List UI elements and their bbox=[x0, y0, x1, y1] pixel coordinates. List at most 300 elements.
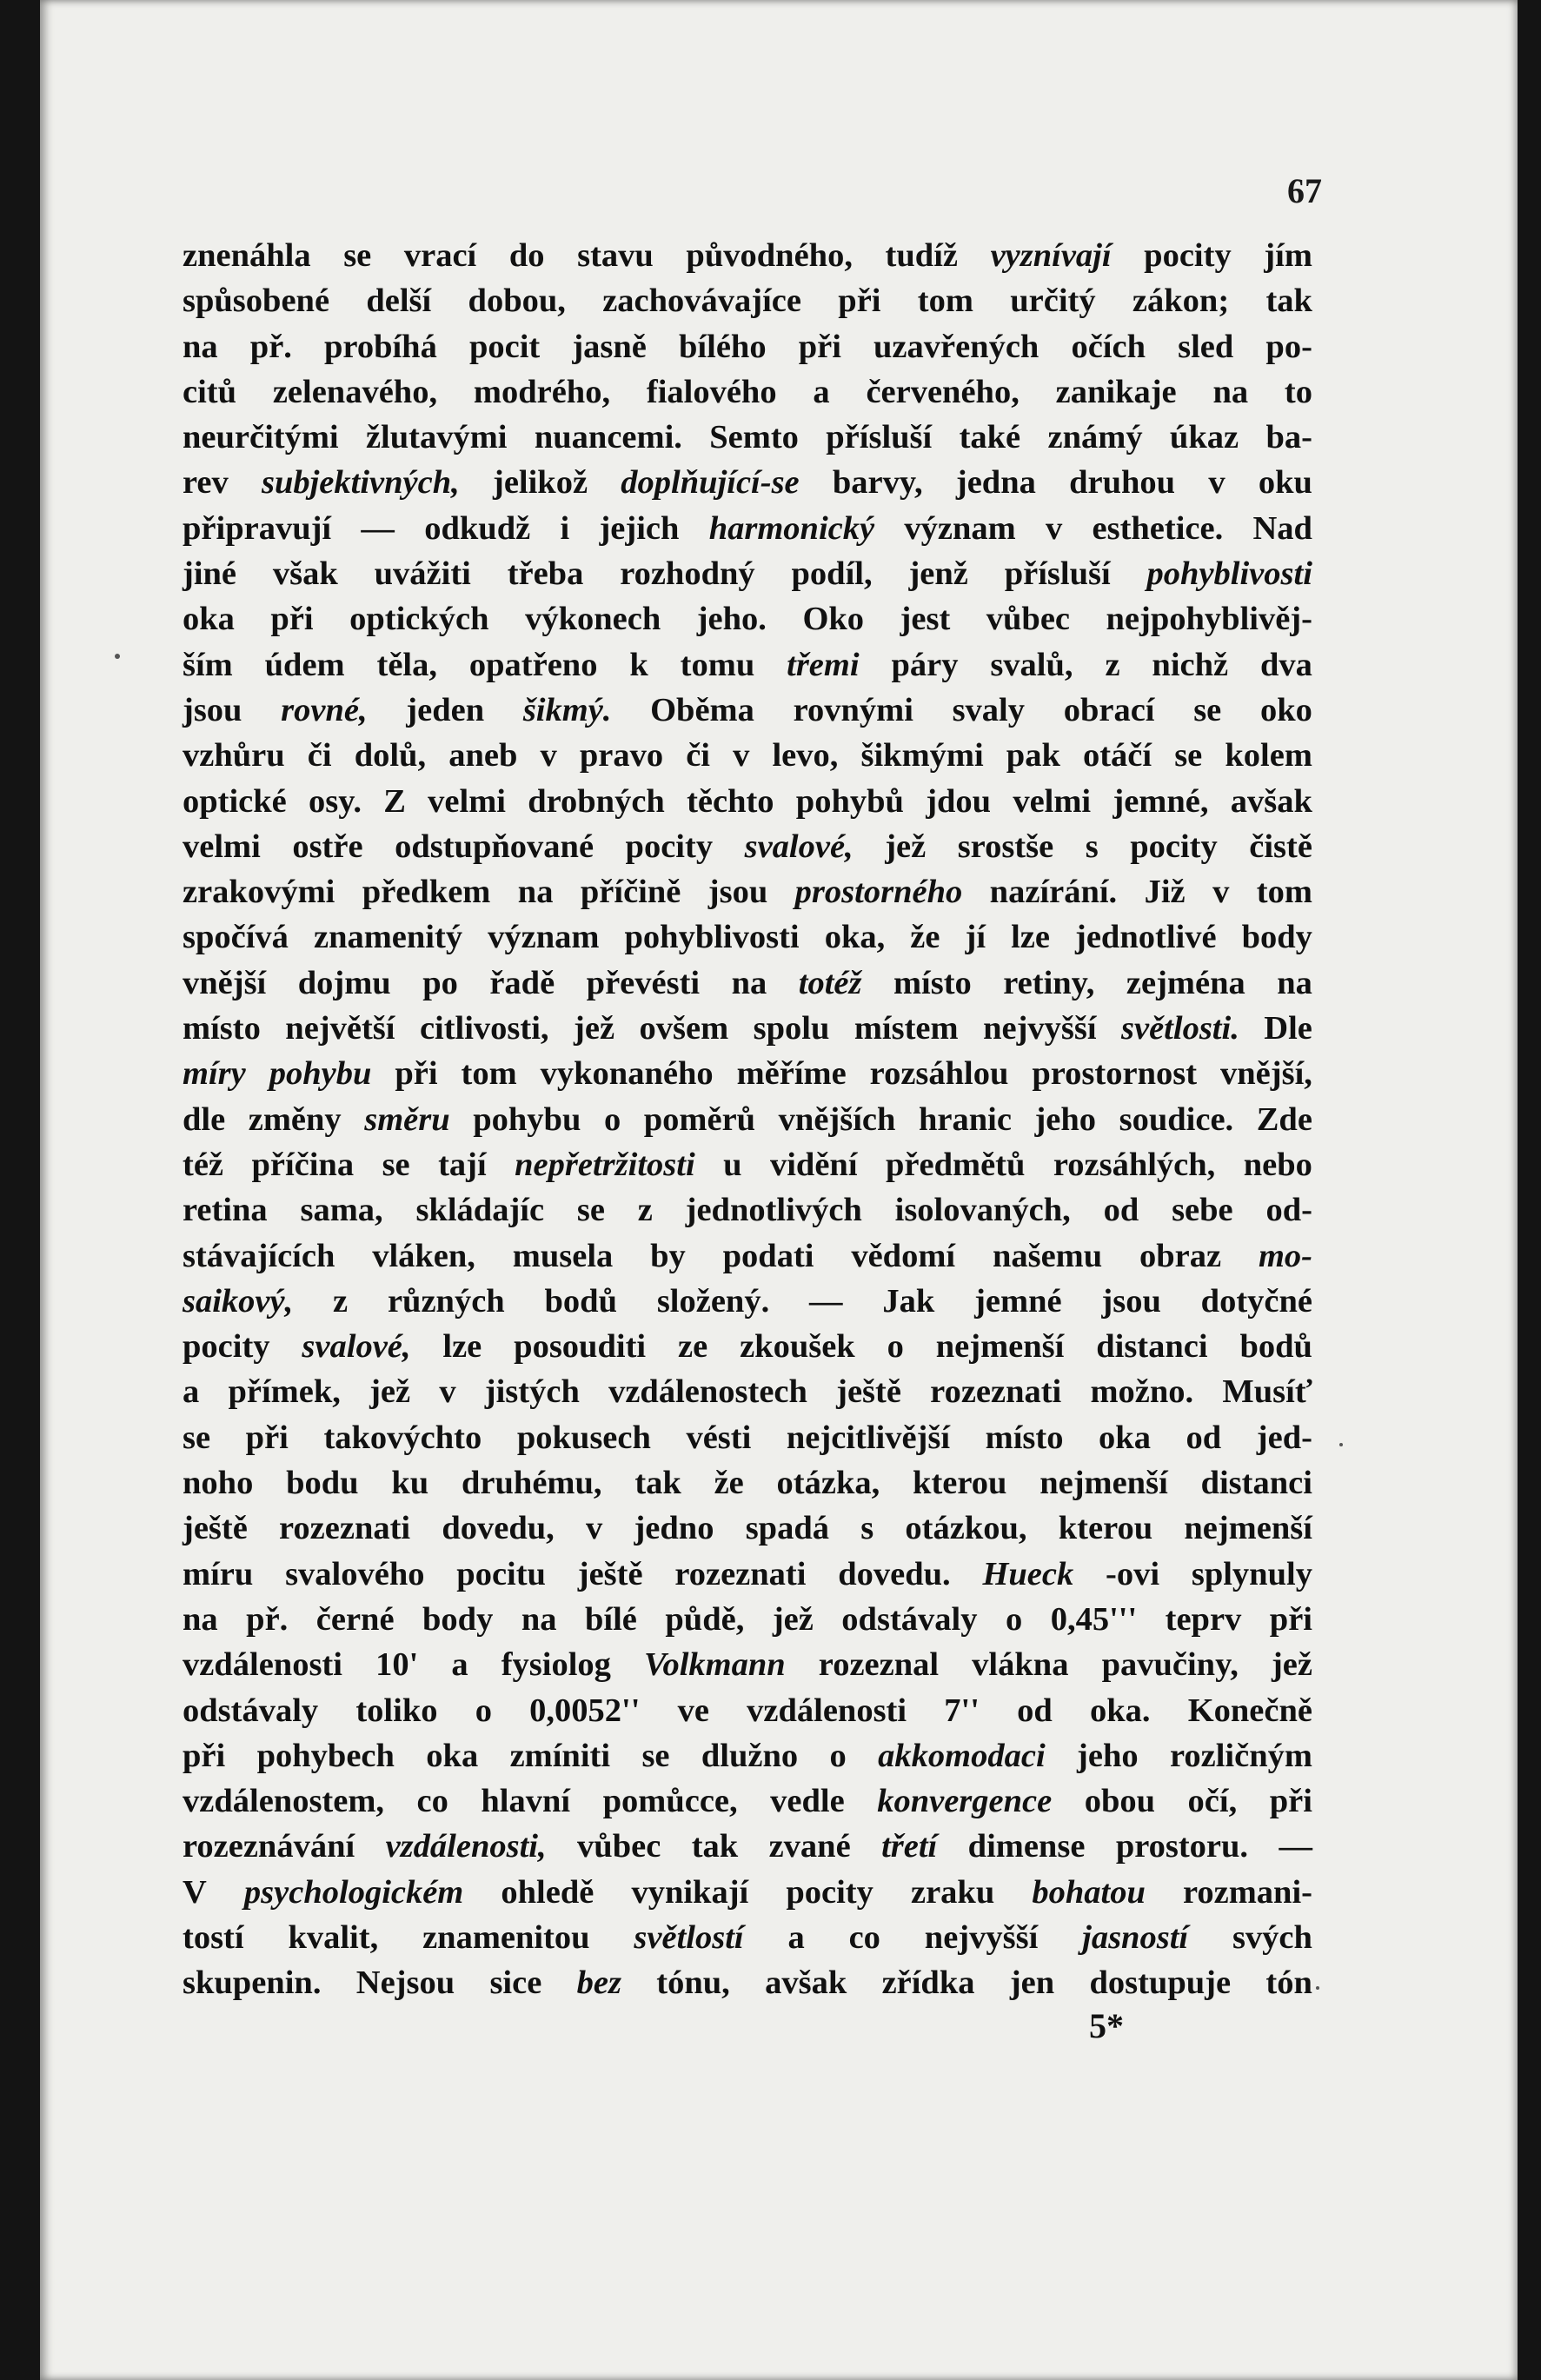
word: bodů bbox=[1239, 1328, 1312, 1366]
emphasized-word: vzdálenosti, bbox=[385, 1828, 547, 1865]
word: tak bbox=[691, 1828, 739, 1865]
word: probíhá bbox=[324, 328, 437, 365]
emphasized-word: Volkmann bbox=[644, 1646, 786, 1684]
word: sice bbox=[489, 1964, 542, 2002]
word: podati bbox=[722, 1237, 814, 1274]
paper-speck bbox=[115, 654, 120, 659]
word: Oběma bbox=[650, 691, 754, 728]
paper-speck bbox=[1339, 1443, 1343, 1446]
word: kvalit, bbox=[288, 1918, 379, 1956]
word: pohyblivosti bbox=[624, 919, 800, 956]
word: dobou, bbox=[468, 283, 566, 320]
word: složený. bbox=[656, 1282, 770, 1320]
word: se bbox=[343, 237, 372, 274]
word: při bbox=[183, 1737, 226, 1774]
word: v bbox=[540, 737, 557, 774]
word: tudíž bbox=[885, 237, 958, 274]
word: svalového bbox=[285, 1555, 425, 1592]
word: svalů, bbox=[990, 646, 1073, 683]
text-line bbox=[183, 1142, 1312, 1187]
text-line bbox=[183, 779, 1312, 824]
word: dolů, bbox=[354, 737, 427, 774]
word: přísluší bbox=[1004, 555, 1111, 593]
word: jelikož bbox=[493, 464, 588, 502]
word: vzdálenosti bbox=[183, 1646, 342, 1684]
word: po- bbox=[1265, 328, 1312, 365]
word: znenáhla bbox=[183, 237, 311, 274]
word: dovedu. bbox=[838, 1555, 951, 1592]
word: rozsáhlou bbox=[869, 1055, 1009, 1093]
text-line bbox=[183, 1006, 1312, 1051]
word: nejpohyblivěj- bbox=[1106, 601, 1312, 638]
word: zrakovými bbox=[183, 874, 335, 911]
word: vnější bbox=[183, 964, 267, 1001]
word: spůsobené bbox=[183, 283, 330, 320]
word: místo bbox=[985, 1419, 1064, 1456]
word: rovnými bbox=[793, 691, 913, 728]
text-line bbox=[183, 1915, 1312, 1960]
word: na bbox=[517, 874, 554, 911]
word: fysiolog bbox=[501, 1646, 611, 1684]
word: pocit bbox=[468, 328, 541, 365]
word: hlavní bbox=[481, 1783, 571, 1820]
word: jím bbox=[1264, 237, 1312, 274]
word: při bbox=[1269, 1783, 1312, 1820]
word: př. bbox=[249, 328, 292, 365]
emphasized-word: saikový, bbox=[183, 1282, 294, 1320]
word: tónu, bbox=[656, 1964, 730, 2002]
word: barvy, bbox=[832, 464, 923, 502]
word: obrací bbox=[1063, 691, 1155, 728]
word: otázka, bbox=[776, 1465, 880, 1502]
word: jiné bbox=[183, 555, 237, 593]
text-line bbox=[183, 506, 1312, 551]
emphasized-word: směru bbox=[364, 1100, 450, 1138]
word: nejvyšší bbox=[983, 1010, 1097, 1047]
word: bodů bbox=[544, 1282, 618, 1320]
text-line bbox=[183, 278, 1312, 323]
word: se bbox=[382, 1146, 410, 1183]
text-line bbox=[183, 1778, 1312, 1824]
text-line bbox=[183, 914, 1312, 960]
word: na bbox=[1277, 964, 1312, 1001]
word: distanci bbox=[1200, 1465, 1312, 1502]
word: pocity bbox=[1144, 237, 1232, 274]
word: vnějších bbox=[778, 1100, 896, 1138]
word: ještě bbox=[183, 1510, 248, 1547]
word: bílého bbox=[679, 328, 767, 365]
word: známý bbox=[1047, 419, 1143, 456]
word: vynikají bbox=[631, 1873, 749, 1911]
word: že bbox=[714, 1465, 744, 1502]
word: vlákna bbox=[972, 1646, 1069, 1684]
word: oko bbox=[1259, 691, 1312, 728]
word: rev bbox=[183, 464, 229, 502]
word: obraz bbox=[1139, 1237, 1222, 1274]
word: vědomí bbox=[851, 1237, 956, 1274]
word: pocitu bbox=[456, 1555, 546, 1592]
word: žlutavými bbox=[365, 419, 508, 456]
word: rozsáhlých, bbox=[1053, 1146, 1216, 1183]
word: jedna bbox=[955, 464, 1036, 502]
word: nuancemi. bbox=[534, 419, 682, 456]
word: nejmenší bbox=[1184, 1510, 1312, 1547]
word: jeho bbox=[1034, 1100, 1097, 1138]
word: ším bbox=[183, 646, 233, 683]
word: jedno bbox=[634, 1510, 714, 1547]
word: ovšem bbox=[639, 1010, 729, 1047]
word: Zde bbox=[1256, 1100, 1312, 1138]
word: by bbox=[650, 1237, 686, 1274]
word: velmi bbox=[428, 782, 506, 820]
word: tostí bbox=[183, 1918, 244, 1956]
word: poměrů bbox=[643, 1100, 756, 1138]
word: půdě, bbox=[665, 1600, 745, 1638]
word: jsou bbox=[1101, 1282, 1161, 1320]
text-line bbox=[183, 961, 1312, 1006]
word: dle bbox=[183, 1100, 226, 1138]
word: obou bbox=[1084, 1783, 1156, 1820]
emphasized-word: míry bbox=[183, 1055, 246, 1093]
word: stavu bbox=[577, 237, 654, 274]
word: otáčí bbox=[1082, 737, 1152, 774]
word: jsou bbox=[183, 691, 242, 728]
text-line bbox=[183, 1960, 1312, 2005]
word: při bbox=[270, 601, 314, 638]
word: změny bbox=[248, 1100, 342, 1138]
word: soudice. bbox=[1119, 1100, 1234, 1138]
emphasized-word: šikmý. bbox=[522, 691, 612, 728]
emphasized-word: svalové, bbox=[302, 1328, 411, 1366]
text-line bbox=[183, 1506, 1312, 1551]
text-line bbox=[183, 415, 1312, 460]
word: distanci bbox=[1096, 1328, 1208, 1366]
word: to bbox=[1284, 373, 1312, 410]
word: pocity bbox=[1130, 828, 1218, 865]
text-line bbox=[183, 1324, 1312, 1369]
word: od bbox=[1186, 1419, 1222, 1456]
word: o bbox=[603, 1100, 621, 1138]
word: v bbox=[439, 1373, 456, 1411]
word: rozmani- bbox=[1182, 1873, 1312, 1911]
word: př. bbox=[246, 1600, 289, 1638]
text-line bbox=[183, 551, 1312, 596]
emphasized-word: světlostí bbox=[634, 1918, 744, 1956]
word: vláken, bbox=[372, 1237, 475, 1274]
word: s bbox=[1085, 828, 1099, 865]
word: o bbox=[475, 1692, 492, 1729]
word: zejména bbox=[1126, 964, 1245, 1001]
text-line bbox=[183, 1233, 1312, 1279]
word: tón bbox=[1265, 1964, 1312, 2002]
word: červeného, bbox=[866, 373, 1020, 410]
word: sled bbox=[1178, 328, 1234, 365]
emphasized-word: harmonický bbox=[708, 509, 875, 547]
emphasized-word: mo- bbox=[1258, 1237, 1312, 1274]
word: prostoru. bbox=[1115, 1828, 1249, 1865]
word: Již bbox=[1144, 874, 1186, 911]
word: avšak bbox=[1230, 782, 1312, 820]
word: hranic bbox=[918, 1100, 1012, 1138]
word: v bbox=[1045, 509, 1063, 547]
word: dojmu bbox=[297, 964, 391, 1001]
emphasized-word: třetí bbox=[881, 1828, 938, 1865]
word: musela bbox=[512, 1237, 614, 1274]
word: jasně bbox=[572, 328, 647, 365]
word: rozličným bbox=[1169, 1737, 1312, 1774]
word: očích bbox=[1071, 328, 1146, 365]
word: svaly bbox=[952, 691, 1026, 728]
word: o bbox=[829, 1737, 847, 1774]
word: pokusech bbox=[516, 1419, 651, 1456]
word: jed- bbox=[1256, 1419, 1312, 1456]
word: na bbox=[731, 964, 767, 1001]
emphasized-word: totéž bbox=[798, 964, 862, 1001]
word: a bbox=[451, 1646, 468, 1684]
word: tomu bbox=[680, 646, 755, 683]
text-line bbox=[183, 688, 1312, 733]
word: uzavřených bbox=[873, 328, 1040, 365]
text-line bbox=[183, 1369, 1312, 1414]
word: a bbox=[787, 1918, 805, 1956]
word: oka. bbox=[1089, 1692, 1151, 1729]
word: pocity bbox=[183, 1328, 270, 1366]
word: řadě bbox=[489, 964, 555, 1001]
word: splynuly bbox=[1191, 1555, 1312, 1592]
word: jemné, bbox=[1113, 782, 1209, 820]
word: měříme bbox=[736, 1055, 847, 1093]
word: po bbox=[422, 964, 458, 1001]
emphasized-word: psychologickém bbox=[243, 1873, 464, 1911]
word: z bbox=[1105, 646, 1120, 683]
word: jenž bbox=[908, 555, 968, 593]
word: pomůcce, bbox=[602, 1783, 738, 1820]
word: u bbox=[723, 1146, 742, 1183]
word: jemné bbox=[974, 1282, 1062, 1320]
emphasized-word: pohybu bbox=[269, 1055, 372, 1093]
word: osy. bbox=[309, 782, 362, 820]
word: do bbox=[508, 237, 545, 274]
word: při bbox=[1269, 1600, 1312, 1638]
word: oka bbox=[1099, 1419, 1151, 1456]
word: pohybu bbox=[473, 1100, 581, 1138]
word: vésti bbox=[686, 1419, 752, 1456]
word: jeho bbox=[1077, 1737, 1139, 1774]
word: vzdálenostech bbox=[608, 1373, 807, 1411]
text-line bbox=[183, 1187, 1312, 1233]
word: bodu bbox=[286, 1465, 359, 1502]
word: oka bbox=[426, 1737, 479, 1774]
word: převésti bbox=[586, 964, 701, 1001]
word: na bbox=[183, 328, 218, 365]
word: 7'' bbox=[944, 1692, 980, 1729]
word: Konečně bbox=[1187, 1692, 1312, 1729]
text-line bbox=[183, 1097, 1312, 1142]
word: oku bbox=[1258, 464, 1312, 502]
text-line bbox=[183, 233, 1312, 278]
word: rozeznávání bbox=[183, 1828, 355, 1865]
word: retiny, bbox=[1003, 964, 1095, 1001]
word: na bbox=[183, 1600, 218, 1638]
word: tak bbox=[634, 1465, 681, 1502]
word: 10' bbox=[375, 1646, 419, 1684]
emphasized-word: světlosti. bbox=[1121, 1010, 1239, 1047]
word: na bbox=[521, 1600, 557, 1638]
word: ba- bbox=[1265, 419, 1312, 456]
text-line bbox=[183, 1733, 1312, 1778]
word: lze bbox=[1011, 919, 1050, 956]
word: vykonaného bbox=[540, 1055, 714, 1093]
word: od bbox=[1103, 1192, 1139, 1229]
word: v bbox=[733, 737, 750, 774]
text-line bbox=[183, 460, 1312, 505]
word: sebe bbox=[1172, 1192, 1233, 1229]
paper-speck bbox=[1316, 1986, 1319, 1990]
word: ostře bbox=[292, 828, 363, 865]
word: spadá bbox=[745, 1510, 829, 1547]
word: o bbox=[1005, 1600, 1023, 1638]
word: optické bbox=[183, 782, 287, 820]
word: údem bbox=[264, 646, 345, 683]
word: — bbox=[1279, 1828, 1312, 1865]
word: zkoušek bbox=[740, 1328, 855, 1366]
emphasized-word: konvergence bbox=[877, 1783, 1053, 1820]
word: předmětů bbox=[886, 1146, 1026, 1183]
word: šikmými bbox=[860, 737, 984, 774]
word: jejich bbox=[599, 509, 680, 547]
word: Nejsou bbox=[355, 1964, 455, 2002]
text-line bbox=[183, 1279, 1312, 1324]
word: nebo bbox=[1243, 1146, 1312, 1183]
word: vůbec bbox=[577, 1828, 661, 1865]
word: spočívá bbox=[183, 919, 289, 956]
word: body bbox=[1241, 919, 1312, 956]
word: pavučiny, bbox=[1101, 1646, 1239, 1684]
word: Semto bbox=[709, 419, 799, 456]
word: noho bbox=[183, 1465, 254, 1502]
word: Z bbox=[383, 782, 406, 820]
word: našemu bbox=[992, 1237, 1103, 1274]
word: při bbox=[245, 1419, 289, 1456]
word: a bbox=[183, 1373, 200, 1411]
word: z bbox=[637, 1192, 653, 1229]
emphasized-word: jasností bbox=[1082, 1918, 1189, 1956]
word: velmi bbox=[183, 828, 261, 865]
word: tají bbox=[438, 1146, 487, 1183]
word: takovýchto bbox=[323, 1419, 482, 1456]
word: přísluší bbox=[826, 419, 933, 456]
text-line bbox=[183, 642, 1312, 688]
word: velmi bbox=[1013, 782, 1092, 820]
word: odstávaly bbox=[183, 1692, 319, 1729]
word: jeden bbox=[406, 691, 485, 728]
word: jež bbox=[574, 1010, 615, 1047]
word: rozeznati bbox=[674, 1555, 807, 1592]
word: či bbox=[686, 737, 710, 774]
word: vůbec bbox=[986, 601, 1071, 638]
word: retina bbox=[183, 1192, 268, 1229]
word: Musíť bbox=[1222, 1373, 1312, 1411]
word: znamenitý bbox=[313, 919, 463, 956]
printer-signature-mark: 5* bbox=[1089, 2006, 1124, 2045]
word: třeba bbox=[507, 555, 584, 593]
word: tom bbox=[1256, 874, 1312, 911]
word: různých bbox=[387, 1282, 505, 1320]
word: nichž bbox=[1152, 646, 1229, 683]
text-line bbox=[183, 733, 1312, 778]
word: oka bbox=[183, 601, 235, 638]
word: při bbox=[838, 283, 881, 320]
word: stávajících bbox=[183, 1237, 335, 1274]
word: při bbox=[798, 328, 841, 365]
emphasized-word: prostorného bbox=[794, 874, 963, 911]
word: uvážiti bbox=[374, 555, 471, 593]
word: lze bbox=[442, 1328, 482, 1366]
word: se bbox=[1193, 691, 1222, 728]
word: — bbox=[361, 509, 395, 547]
word: příčina bbox=[251, 1146, 355, 1183]
text-line bbox=[183, 1415, 1312, 1460]
word: se bbox=[1174, 737, 1203, 774]
word: citlivosti, bbox=[419, 1010, 549, 1047]
word: jednotlivé bbox=[1075, 919, 1217, 956]
word: oka, bbox=[824, 919, 886, 956]
text-line bbox=[183, 1460, 1312, 1506]
word: esthetice. bbox=[1092, 509, 1224, 547]
word: tom bbox=[461, 1055, 517, 1093]
word: citů bbox=[183, 373, 237, 410]
word: nejmenší bbox=[1040, 1465, 1168, 1502]
word: místem bbox=[854, 1010, 959, 1047]
word: levo, bbox=[772, 737, 839, 774]
word: 0,45''' bbox=[1050, 1600, 1138, 1638]
word: toliko bbox=[355, 1692, 438, 1729]
word: otázkou, bbox=[905, 1510, 1027, 1547]
word: jeho. bbox=[696, 601, 767, 638]
word: jsou bbox=[707, 874, 768, 911]
word: původného, bbox=[686, 237, 853, 274]
word: od bbox=[1017, 1692, 1053, 1729]
word: vzdálenostem, bbox=[183, 1783, 385, 1820]
word: výkonech bbox=[525, 601, 661, 638]
word: pohybů bbox=[795, 782, 904, 820]
word: přímek, bbox=[228, 1373, 341, 1411]
word: delší bbox=[366, 283, 432, 320]
word: zraku bbox=[910, 1873, 995, 1911]
word: černé bbox=[316, 1600, 395, 1638]
word: dimense bbox=[967, 1828, 1086, 1865]
word: těchto bbox=[687, 782, 774, 820]
text-line bbox=[183, 869, 1312, 914]
word: o bbox=[887, 1328, 904, 1366]
text-line bbox=[183, 369, 1312, 415]
text-line bbox=[183, 1552, 1312, 1597]
word: dostupuje bbox=[1089, 1964, 1232, 2002]
word: odkudž bbox=[424, 509, 531, 547]
text-line bbox=[183, 1642, 1312, 1687]
word: očí, bbox=[1187, 1783, 1238, 1820]
word: v bbox=[1212, 874, 1230, 911]
word: vnější, bbox=[1220, 1055, 1312, 1093]
word: však bbox=[272, 555, 338, 593]
word: co bbox=[416, 1783, 448, 1820]
word: místo bbox=[893, 964, 972, 1001]
word: skládajíc bbox=[415, 1192, 545, 1229]
text-line bbox=[183, 824, 1312, 869]
word: vzdálenosti bbox=[747, 1692, 907, 1729]
word: jež bbox=[369, 1373, 411, 1411]
word: význam bbox=[488, 919, 600, 956]
